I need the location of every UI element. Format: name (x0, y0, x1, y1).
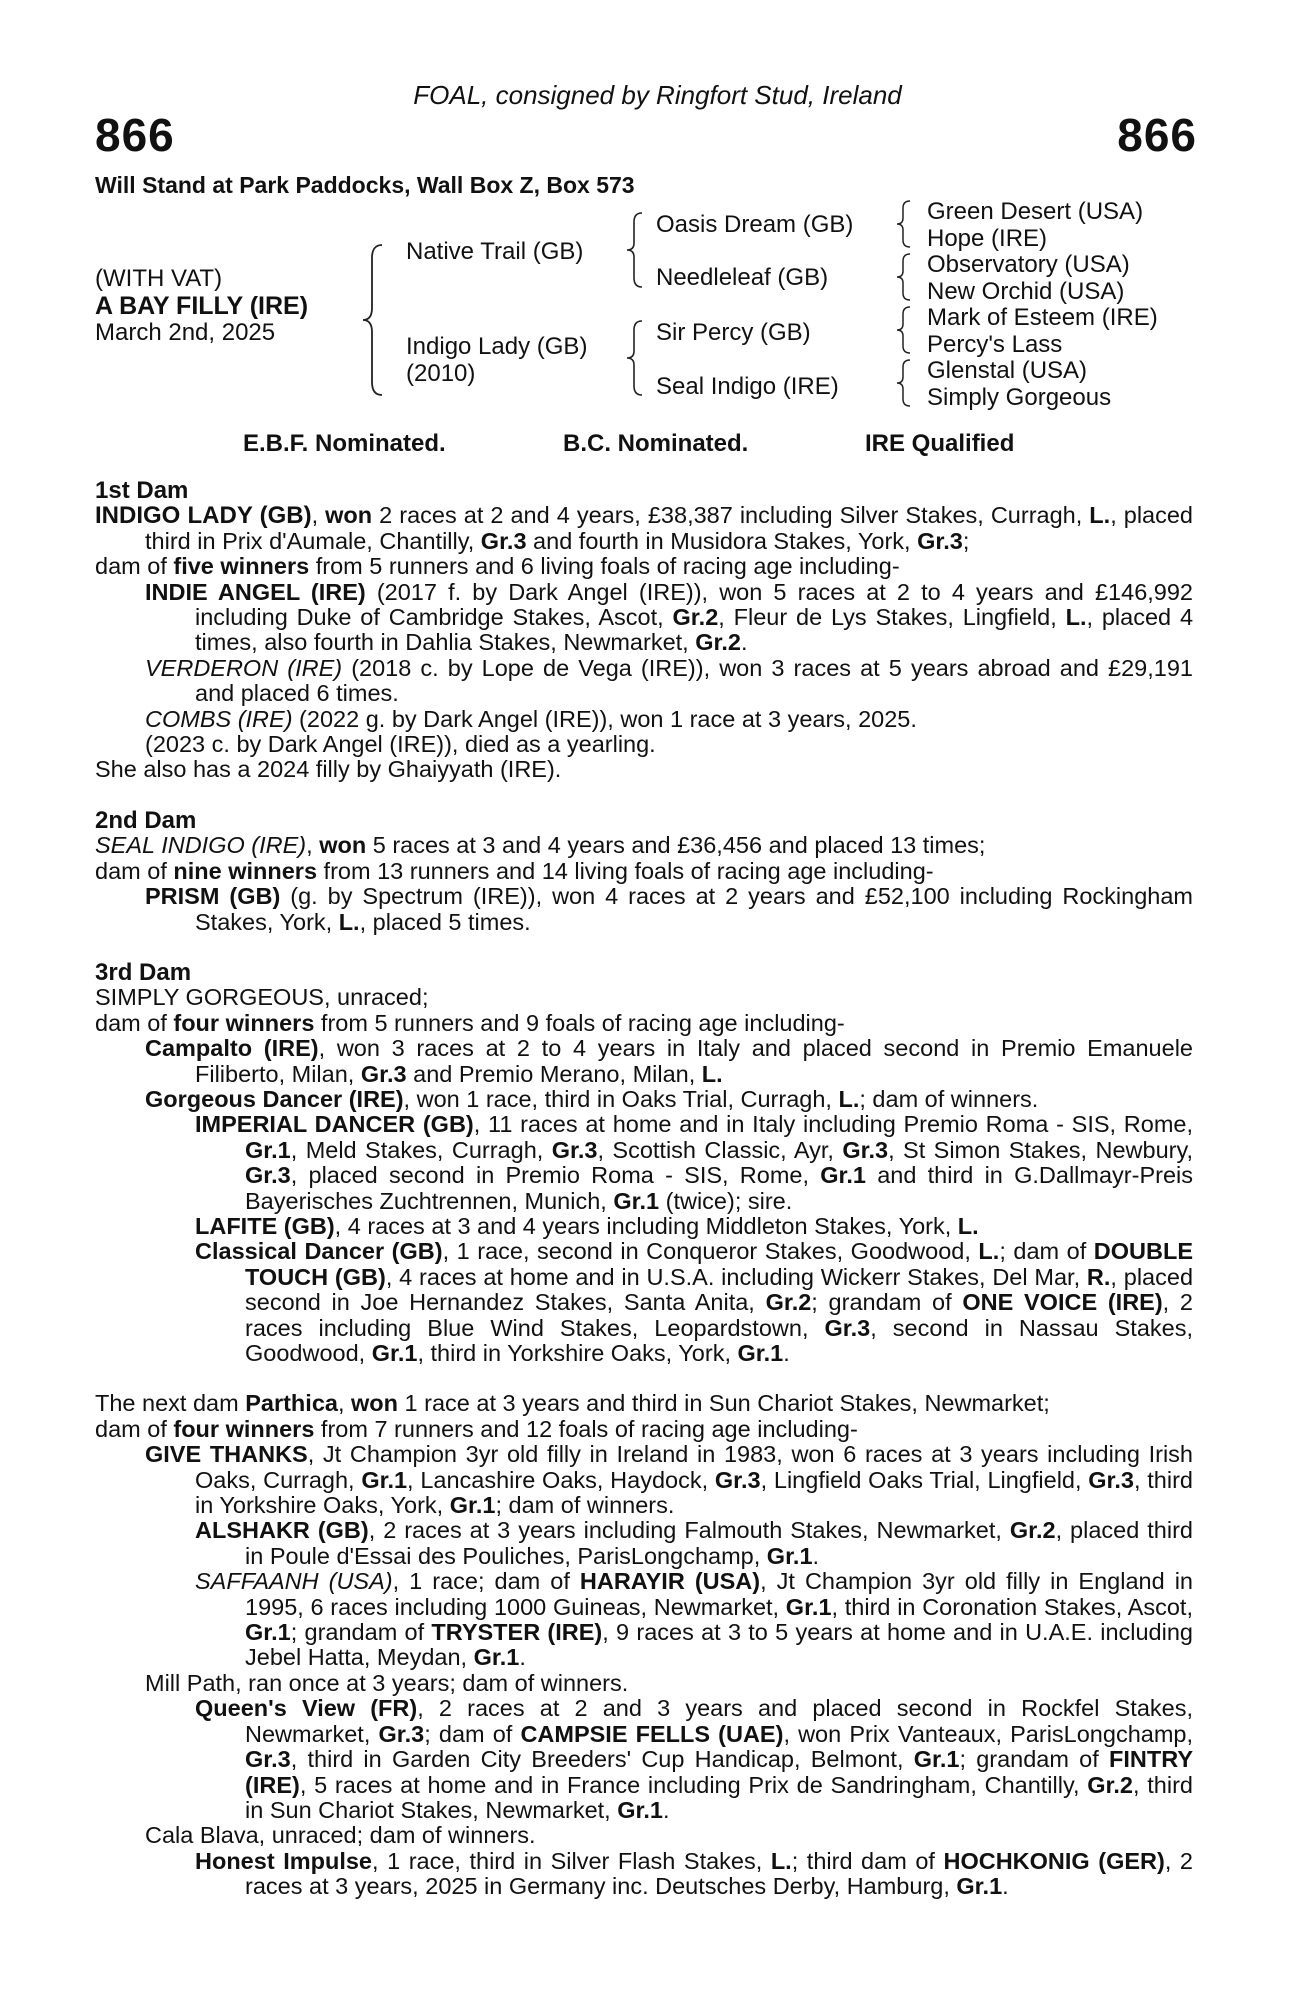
third-dam-entry: SIMPLY GORGEOUS, unraced; (95, 984, 429, 1011)
produce-2024-filly: She also has a 2024 filly by Ghaiyyath (IRE). (95, 756, 562, 783)
text: ; grandam of (959, 1746, 1110, 1773)
produce-give-thanks (95, 1442, 1193, 1518)
produce-queens-view (95, 1696, 1193, 1823)
pedigree-brace-dam (624, 318, 648, 398)
foaling-date: March 2nd, 2025 (95, 319, 276, 346)
group-tag: Gr.1 (613, 1187, 660, 1214)
text: and Premio Merano, Milan, (406, 1060, 702, 1087)
group-tag: Gr.3 (1088, 1466, 1134, 1493)
text: , won Prix Vanteaux, ParisLongchamp, (783, 1720, 1194, 1747)
text: ; grandam of (290, 1619, 432, 1646)
text: (twice); sire. (659, 1187, 793, 1214)
horse-name: INDIE ANGEL (IRE) (145, 578, 366, 605)
group-tag: Gr.2 (695, 629, 741, 656)
consignor-line: FOAL, consigned by Ringfort Stud, Ireland (413, 80, 902, 110)
text: ; dam of (999, 1238, 1087, 1265)
text: , Scottish Classic, Ayr, (597, 1136, 843, 1163)
text: , placed 5 times. (359, 908, 531, 935)
produce-campalto (95, 1036, 1193, 1087)
pedigree-dds: Glenstal (USA) (927, 357, 1088, 384)
horse-name: ONE VOICE (IRE) (962, 1289, 1163, 1316)
lot-title: A BAY FILLY (IRE) (95, 292, 309, 320)
horse-name: FINTRY (IRE) (245, 1746, 1193, 1798)
winners-count: five winners (173, 553, 310, 580)
pedigree-dss: Mark of Esteem (IRE) (927, 304, 1158, 331)
text: , third in Garden City Breeders' Cup Handicap, Belmont, (290, 1746, 914, 1773)
listed-tag: L. (1065, 604, 1087, 631)
text: . (519, 1644, 526, 1671)
next-dam-name: Parthica (245, 1390, 338, 1417)
text: , 11 races at home and in Italy including Premio Roma - SIS, Rome, (473, 1111, 1194, 1138)
text: , second in Nassau Stakes, Goodwood, (245, 1314, 1193, 1366)
third-dam-heading: 3rd Dam (95, 958, 192, 986)
listed-tag: L. (838, 1085, 860, 1112)
group-tag: Gr.1 (617, 1796, 663, 1823)
text: . (783, 1340, 790, 1366)
horse-name: ALSHAKR (GB) (195, 1517, 369, 1544)
listed-tag: L. (338, 908, 360, 935)
text: , Lingfield Oaks Trial, Lingfield, (760, 1466, 1089, 1493)
pedigree-dam-year: (2010) (406, 360, 476, 387)
pedigree-dsd: Percy's Lass (927, 331, 1063, 358)
produce-combs (95, 707, 1193, 732)
horse-name: GIVE THANKS (145, 1441, 308, 1468)
group-tag: Gr.1 (820, 1162, 866, 1189)
text: , 2 races at 3 years, 2025 in Germany inc. Deutsches Derby, Hamburg, (245, 1847, 1193, 1900)
text: . (812, 1542, 820, 1569)
text: , Lancashire Oaks, Haydock, (407, 1466, 715, 1493)
text: 5 races at 3 and 4 years and £36,456 and placed 13 times; (366, 832, 986, 859)
text: . (1002, 1873, 1009, 1900)
group-tag: Gr.3 (360, 1060, 407, 1087)
group-tag: Gr.3 (551, 1136, 598, 1163)
text: , third in Yorkshire Oaks, York, (417, 1340, 738, 1366)
pedigree-dam-sire: Sir Percy (GB) (656, 319, 811, 346)
vat-label: (WITH VAT) (95, 265, 223, 292)
group-tag: Gr.3 (480, 527, 527, 554)
horse-name: SAFFAANH (USA) (195, 1568, 393, 1595)
text: ; grandam of (811, 1289, 963, 1316)
text: and fourth in Musidora Stakes, York, (526, 527, 918, 554)
second-dam-entry: SEAL INDIGO (IRE), won 5 races at 3 and 4 years and £36,456 and placed 13 times; (95, 832, 986, 859)
text: , 1 race, second in Conqueror Stakes, Goodwood, (442, 1238, 979, 1265)
horse-name: VERDERON (IRE) (145, 654, 343, 681)
text: dam of (95, 1009, 174, 1036)
group-tag: Gr.1 (913, 1746, 960, 1773)
group-tag: Gr.2 (672, 604, 719, 631)
text: ; third dam of (791, 1847, 944, 1874)
produce-verderon (95, 656, 1193, 707)
text: , won 1 race, third in Oaks Trial, Curragh, (403, 1085, 839, 1112)
text: and third in G.Dallmayr-Preis Bayerisches Zuchtrennen, Munich, (245, 1162, 1193, 1214)
ire-qualified: IRE Qualified (865, 430, 1015, 457)
listed-tag: L. (978, 1238, 1000, 1265)
pedigree-ddd: Simply Gorgeous (927, 384, 1112, 411)
pedigree-sds: Observatory (USA) (927, 251, 1130, 278)
second-dam-heading: 2nd Dam (95, 806, 197, 834)
produce-2023-colt (95, 732, 1193, 757)
listed-tag: L. (957, 1212, 979, 1239)
next-dam-produce-summary (95, 1417, 1193, 1442)
group-tag: Gr.1 (245, 1136, 291, 1163)
horse-name: CAMPSIE FELLS (UAE) (520, 1720, 784, 1747)
text: , third in Yorkshire Oaks, York, (195, 1466, 1193, 1519)
produce-gorgeous-dancer (95, 1087, 1193, 1112)
text: from 5 runners and 6 living foals of racing age including- (309, 553, 900, 580)
horse-name: PRISM (GB) (145, 883, 281, 910)
bc-nominated: B.C. Nominated. (563, 430, 749, 457)
text: , (337, 1390, 352, 1417)
text: from 5 runners and 9 foals of racing age including- (314, 1009, 845, 1036)
horse-name: Classical Dancer (GB) (195, 1238, 443, 1265)
pedigree-brace-ss (894, 198, 916, 250)
produce-imperial-dancer (95, 1112, 1193, 1214)
produce-prism (95, 884, 1193, 935)
text: ; (962, 527, 970, 554)
produce-cala-blava: Cala Blava, unraced; dam of winners. (145, 1822, 536, 1849)
text: , placed third in Poule d'Essai des Pouliches, ParisLongchamp, (245, 1517, 1193, 1569)
second-dam-produce-summary (95, 859, 1193, 884)
text: dam of (95, 553, 174, 580)
lot-number-right: 866 (1117, 109, 1197, 161)
stand-location: Will Stand at Park Paddocks, Wall Box Z, Box 573 (95, 172, 635, 198)
text: , placed second in Joe Hernandez Stakes, Santa Anita, (245, 1263, 1194, 1316)
text: (2018 c. by Lope de Vega (IRE)), won 3 races at 5 years abroad and £29,191 and placed 6 times. (195, 654, 1193, 707)
pedigree-ssd: Hope (IRE) (927, 225, 1048, 252)
text: 1 race at 3 years and third in Sun Chariot Stakes, Newmarket; (398, 1390, 1050, 1417)
first-dam-produce-summary (95, 554, 1193, 579)
group-tag: Gr.1 (473, 1644, 520, 1671)
ebf-nominated: E.B.F. Nominated. (243, 430, 446, 457)
pedigree-dam-dam: Seal Indigo (IRE) (656, 373, 839, 400)
text: , 2 races at 3 years including Falmouth Stakes, Newmarket, (368, 1517, 1010, 1544)
horse-name: Gorgeous Dancer (IRE) (145, 1085, 404, 1112)
listed-tag: L. (1089, 502, 1111, 529)
text: , 2 races at 2 and 3 years and placed second in Rockfel Stakes, Newmarket, (245, 1695, 1193, 1747)
text: , 1 race, third in Silver Flash Stakes, (372, 1847, 771, 1874)
first-dam-entry: INDIGO LADY (GB), won 2 races at 2 and 4 years, £38,387 including Silver Stakes, Curragh, L., placed third in Prix d'Aumale, Chantilly, Gr.3 and fourth in Musidora Stakes, York, Gr.3; (95, 502, 1193, 554)
text: ; dam of (424, 1720, 521, 1747)
lot-number-left: 866 (95, 109, 175, 161)
text: , 4 races at 3 and 4 years including Middleton Stakes, York, (334, 1212, 958, 1239)
group-tag: Gr.2 (765, 1289, 812, 1316)
group-tag: Gr.3 (378, 1720, 425, 1747)
text: ; dam of winners. (495, 1492, 675, 1519)
text: from 13 runners and 14 living foals of racing age including- (317, 857, 934, 884)
text: , Fleur de Lys Stakes, Lingfield, (718, 604, 1066, 631)
winners-count: four winners (173, 1009, 315, 1036)
text: , Jt Champion 3yr old filly in England in 1995, 6 races including 1000 Guineas, Newmarket, (245, 1568, 1193, 1620)
text: . (662, 1796, 670, 1823)
produce-honest-impulse (95, 1849, 1193, 1900)
text: dam of (95, 1415, 174, 1442)
pedigree-sire-dam: Needleleaf (GB) (656, 264, 829, 291)
group-tag: Gr.1 (371, 1340, 418, 1366)
text: , 5 races at home and in France including Prix de Sandringham, Chantilly, (299, 1771, 1088, 1798)
produce-alshakr (95, 1518, 1193, 1569)
text: , placed second in Premio Roma - SIS, Rome, (290, 1162, 821, 1189)
pedigree-sss: Green Desert (USA) (927, 198, 1144, 225)
text: (g. by Spectrum (IRE)), won 4 races at 2 years and £52,100 including Rockingham Stakes, York, (195, 883, 1193, 935)
text: ; dam of winners. (859, 1085, 1039, 1112)
text: , Meld Stakes, Curragh, (290, 1136, 552, 1163)
pedigree-sire: Native Trail (GB) (406, 238, 584, 265)
pedigree-brace-main (360, 240, 390, 400)
text: , placed third in Prix d'Aumale, Chantilly, (145, 502, 1193, 554)
pedigree-brace-sire (624, 210, 648, 290)
won-word: won (351, 1390, 399, 1417)
next-dam-entry (95, 1391, 1193, 1416)
text: , placed 4 times, also fourth in Dahlia Stakes, Newmarket, (195, 604, 1194, 656)
text: , 4 races at home and in U.S.A. including Wickerr Stakes, Del Mar, (385, 1263, 1087, 1290)
group-tag: Gr.2 (1009, 1517, 1056, 1544)
catalogue-body (95, 478, 1193, 1900)
pedigree-brace-dd (894, 357, 916, 409)
group-tag: Gr.1 (737, 1340, 784, 1366)
produce-indie-angel (95, 580, 1193, 656)
group-tag: Gr.3 (245, 1746, 291, 1773)
won-word: won (325, 502, 373, 529)
horse-name: COMBS (IRE) (145, 705, 293, 732)
text: , 2 races including Blue Wind Stakes, Leopardstown, (245, 1289, 1193, 1341)
pedigree-dam: Indigo Lady (GB) (406, 333, 588, 360)
text: (2017 f. by Dark Angel (IRE)), won 5 races at 2 to 4 years and £146,992 including Duke of Cambridge Stakes, Ascot, (195, 578, 1193, 631)
pedigree-sire-sire: Oasis Dream (GB) (656, 211, 854, 238)
text: . (740, 629, 748, 656)
text: , 9 races at 3 to 5 years at home and in U.A.E. including Jebel Hatta, Meydan, (245, 1619, 1193, 1671)
group-tag: Gr.1 (956, 1873, 1003, 1900)
won-word: won (319, 832, 367, 859)
horse-name: IMPERIAL DANCER (GB) (195, 1111, 474, 1138)
produce-classical-dancer (95, 1239, 1193, 1366)
text: (2023 c. by Dark Angel (IRE)), died as a yearling. (145, 731, 656, 758)
pedigree-brace-sd (894, 251, 916, 303)
produce-lafite (95, 1214, 1193, 1239)
text: , 1 race; dam of (392, 1568, 580, 1595)
horse-name: LAFITE (GB) (195, 1212, 335, 1239)
group-tag: Gr.3 (917, 527, 963, 554)
group-tag: Gr.2 (1087, 1771, 1133, 1798)
text: dam of (95, 857, 174, 884)
text: , won 3 races at 2 to 4 years in Italy and placed second in Premio Emanuele Filiberto, Milan, (195, 1035, 1193, 1087)
group-tag: Gr.3 (714, 1466, 761, 1493)
group-tag: Gr.1 (449, 1492, 496, 1519)
horse-name: HARAYIR (USA) (579, 1568, 761, 1595)
text: (2022 g. by Dark Angel (IRE)), won 1 race at 3 years, 2025. (292, 705, 917, 732)
text: , St Simon Stakes, Newbury, (888, 1136, 1194, 1163)
horse-name: HOCHKONIG (GER) (943, 1847, 1165, 1874)
group-tag: Gr.1 (785, 1593, 832, 1620)
horse-name: Campalto (IRE) (145, 1035, 319, 1062)
first-dam-heading: 1st Dam (95, 477, 189, 504)
winners-count: nine winners (173, 857, 318, 884)
horse-name: Queen's View (FR) (195, 1695, 418, 1722)
pedigree-sdd: New Orchid (USA) (927, 278, 1125, 305)
text: , third in Sun Chariot Stakes, Newmarket, (245, 1771, 1193, 1823)
second-dam-name: SEAL INDIGO (IRE) (95, 832, 307, 859)
text: , third in Coronation Stakes, Ascot, (831, 1593, 1193, 1620)
text: The next dam (95, 1390, 246, 1417)
listed-tag: L. (701, 1060, 723, 1087)
group-tag: Gr.3 (842, 1136, 889, 1163)
group-tag: Gr.1 (766, 1542, 813, 1569)
first-dam-name: INDIGO LADY (GB) (95, 502, 312, 530)
text: , Jt Champion 3yr old filly in Ireland in 1983, won 6 races at 3 years including Irish Oaks, Curragh, (195, 1441, 1193, 1493)
third-dam-produce-summary (95, 1011, 1193, 1036)
horse-name: DOUBLE TOUCH (GB) (245, 1238, 1194, 1290)
group-tag: Gr.1 (361, 1466, 408, 1493)
horse-name: TRYSTER (IRE) (431, 1619, 603, 1646)
text: 2 races at 2 and 4 years, £38,387 including Silver Stakes, Curragh, (372, 502, 1090, 529)
group-tag: Gr.3 (824, 1314, 871, 1341)
produce-saffaanh (95, 1569, 1193, 1671)
text: from 7 runners and 12 foals of racing age including- (314, 1415, 858, 1442)
group-tag: Gr.1 (245, 1619, 291, 1646)
group-tag: Gr.3 (245, 1162, 291, 1189)
pedigree-brace-ds (894, 304, 916, 356)
listed-tag: L. (770, 1847, 792, 1874)
restricted-tag: R. (1086, 1263, 1111, 1290)
produce-mill-path: Mill Path, ran once at 3 years; dam of winners. (145, 1669, 629, 1696)
horse-name: Honest Impulse (195, 1847, 372, 1874)
winners-count: four winners (173, 1415, 315, 1442)
